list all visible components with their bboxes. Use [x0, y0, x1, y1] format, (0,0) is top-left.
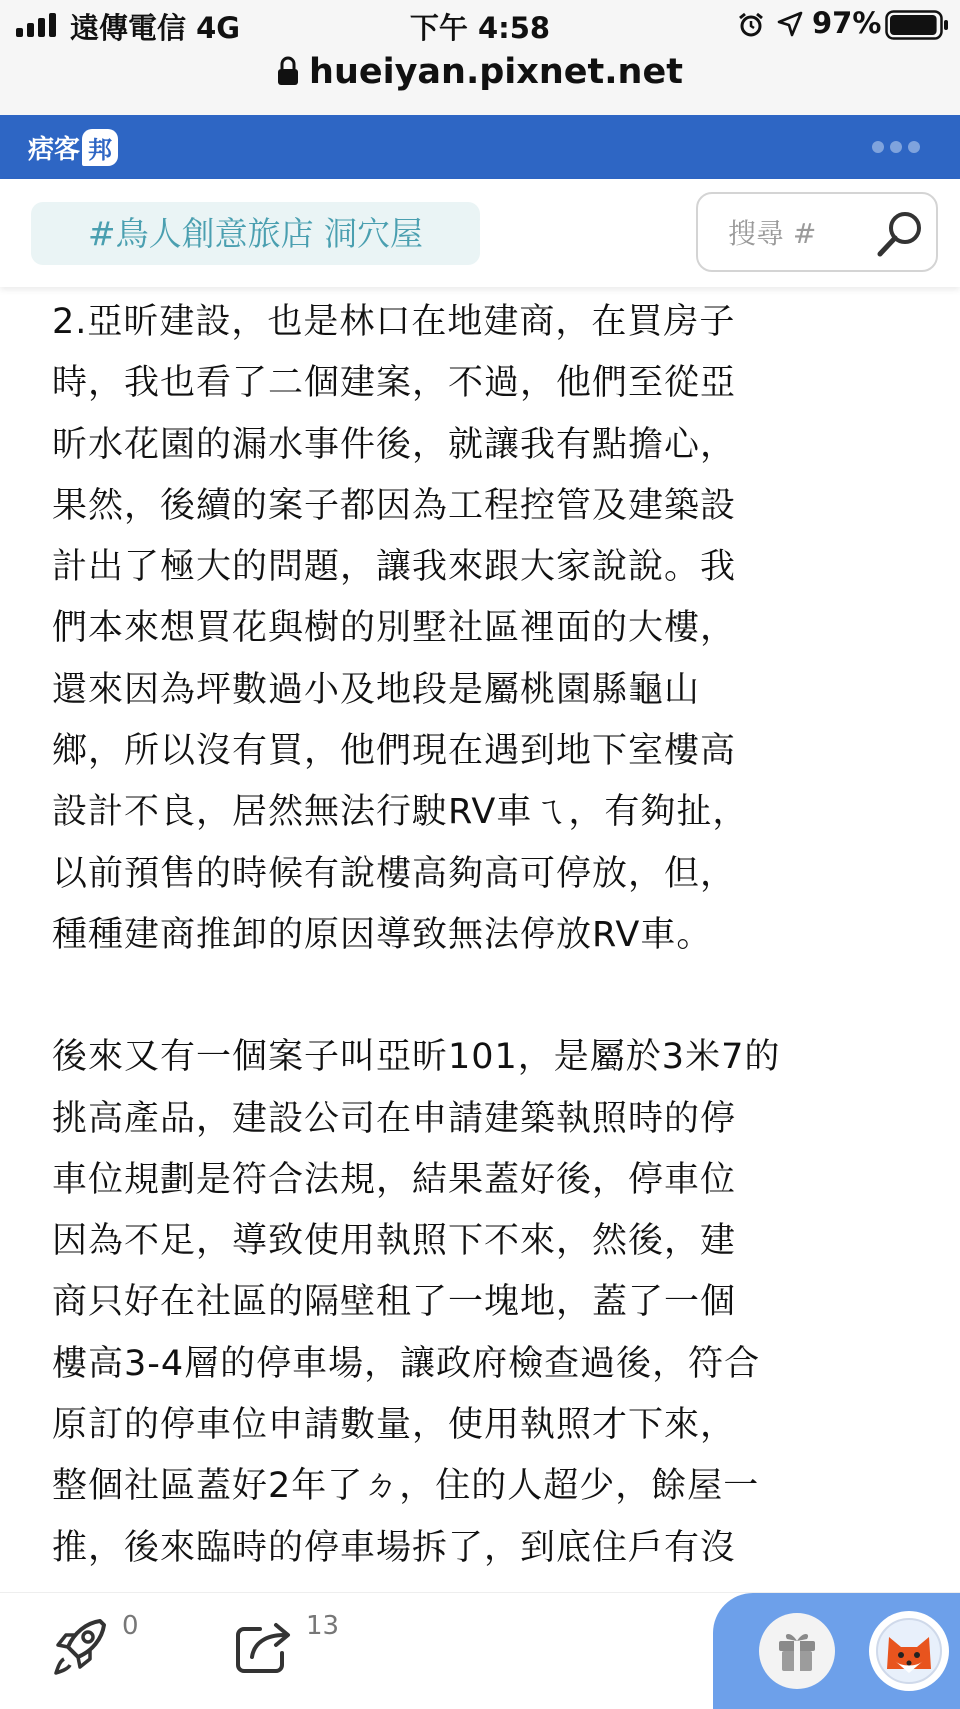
article-line: 們本來想買花與樹的別墅社區裡面的大樓，	[52, 608, 737, 649]
app-header	[0, 115, 960, 179]
logo-text: 痞客	[28, 135, 81, 165]
article-line: 原訂的停車位申請數量，使用執照才下來，	[52, 1405, 737, 1446]
fox-avatar-button[interactable]	[869, 1611, 949, 1691]
carrier-label: 遠傳電信 4G	[70, 11, 241, 45]
battery-icon	[885, 10, 949, 40]
share-count: 13	[306, 1611, 340, 1641]
article-body	[52, 292, 932, 1579]
article-line: 以前預售的時候有說樓高夠高可停放，但，	[52, 853, 737, 894]
alarm-icon	[738, 12, 764, 38]
more-dots-icon[interactable]	[872, 141, 920, 153]
paragraph-spacer	[52, 966, 932, 1027]
article-line: 種種建商推卸的原因導致無法停放RV車。	[52, 914, 713, 955]
article-line: 時，我也看了二個建案，不過，他們至從亞	[52, 363, 737, 404]
article-line: 推，後來臨時的停車場拆了，到底住戶有沒	[52, 1527, 737, 1568]
location-icon	[777, 11, 803, 37]
rocket-count: 0	[122, 1611, 139, 1641]
gift-icon	[775, 1627, 819, 1673]
article-line: 鄉，所以沒有買，他們現在遇到地下室樓高	[52, 731, 737, 772]
article-line: 車位規劃是符合法規，結果蓋好後，停車位	[52, 1159, 737, 1200]
pixnet-logo[interactable]	[28, 129, 118, 166]
article-line: 因為不足，導致使用執照下不來，然後，建	[52, 1221, 737, 1262]
share-icon[interactable]	[234, 1619, 292, 1675]
battery-percent: 97%	[812, 6, 882, 40]
search-input[interactable]	[726, 212, 870, 254]
search-box[interactable]	[696, 192, 938, 272]
article-line: 挑高產品，建設公司在申請建築執照時的停	[52, 1098, 737, 1139]
article-line: 計出了極大的問題，讓我來跟大家說說。我	[52, 547, 737, 588]
url-text: hueiyan.pixnet.net	[309, 52, 683, 92]
browser-url-bar[interactable]	[0, 50, 960, 115]
article-line: 昕水花園的漏水事件後，就讓我有點擔心，	[52, 424, 737, 465]
gift-button[interactable]	[759, 1613, 835, 1689]
hashtag-chip[interactable]: #鳥人創意旅店 洞穴屋	[31, 202, 480, 265]
action-panel	[713, 1593, 960, 1709]
article-line: 後來又有一個案子叫亞昕101，是屬於3米7的	[52, 1037, 781, 1078]
fox-avatar-icon	[875, 1617, 943, 1685]
status-time: 下午 4:58	[409, 11, 551, 45]
bottom-action-bar	[0, 1592, 960, 1709]
status-bar	[0, 0, 960, 50]
logo-badge: 邦	[82, 129, 118, 166]
article-line: 2.亞昕建設，也是林口在地建商，在買房子	[52, 302, 736, 342]
article-line: 設計不良，居然無法行駛RV車ㄟ，有夠扯，	[52, 792, 749, 833]
rocket-icon[interactable]	[50, 1615, 110, 1679]
tag-search-bar	[0, 179, 960, 287]
article-line: 果然，後續的案子都因為工程控管及建築設	[52, 485, 737, 526]
article-line: 還來因為坪數過小及地段是屬桃園縣龜山	[52, 669, 701, 710]
lock-icon	[277, 56, 299, 86]
article-line: 樓高3-4層的停車場，讓政府檢查過後，符合	[52, 1343, 761, 1384]
search-icon[interactable]	[874, 208, 926, 260]
article-line: 整個社區蓋好2年了ㄉ，住的人超少，餘屋一	[52, 1466, 760, 1507]
article-line: 商只好在社區的隔壁租了一塊地，蓋了一個	[52, 1282, 737, 1323]
